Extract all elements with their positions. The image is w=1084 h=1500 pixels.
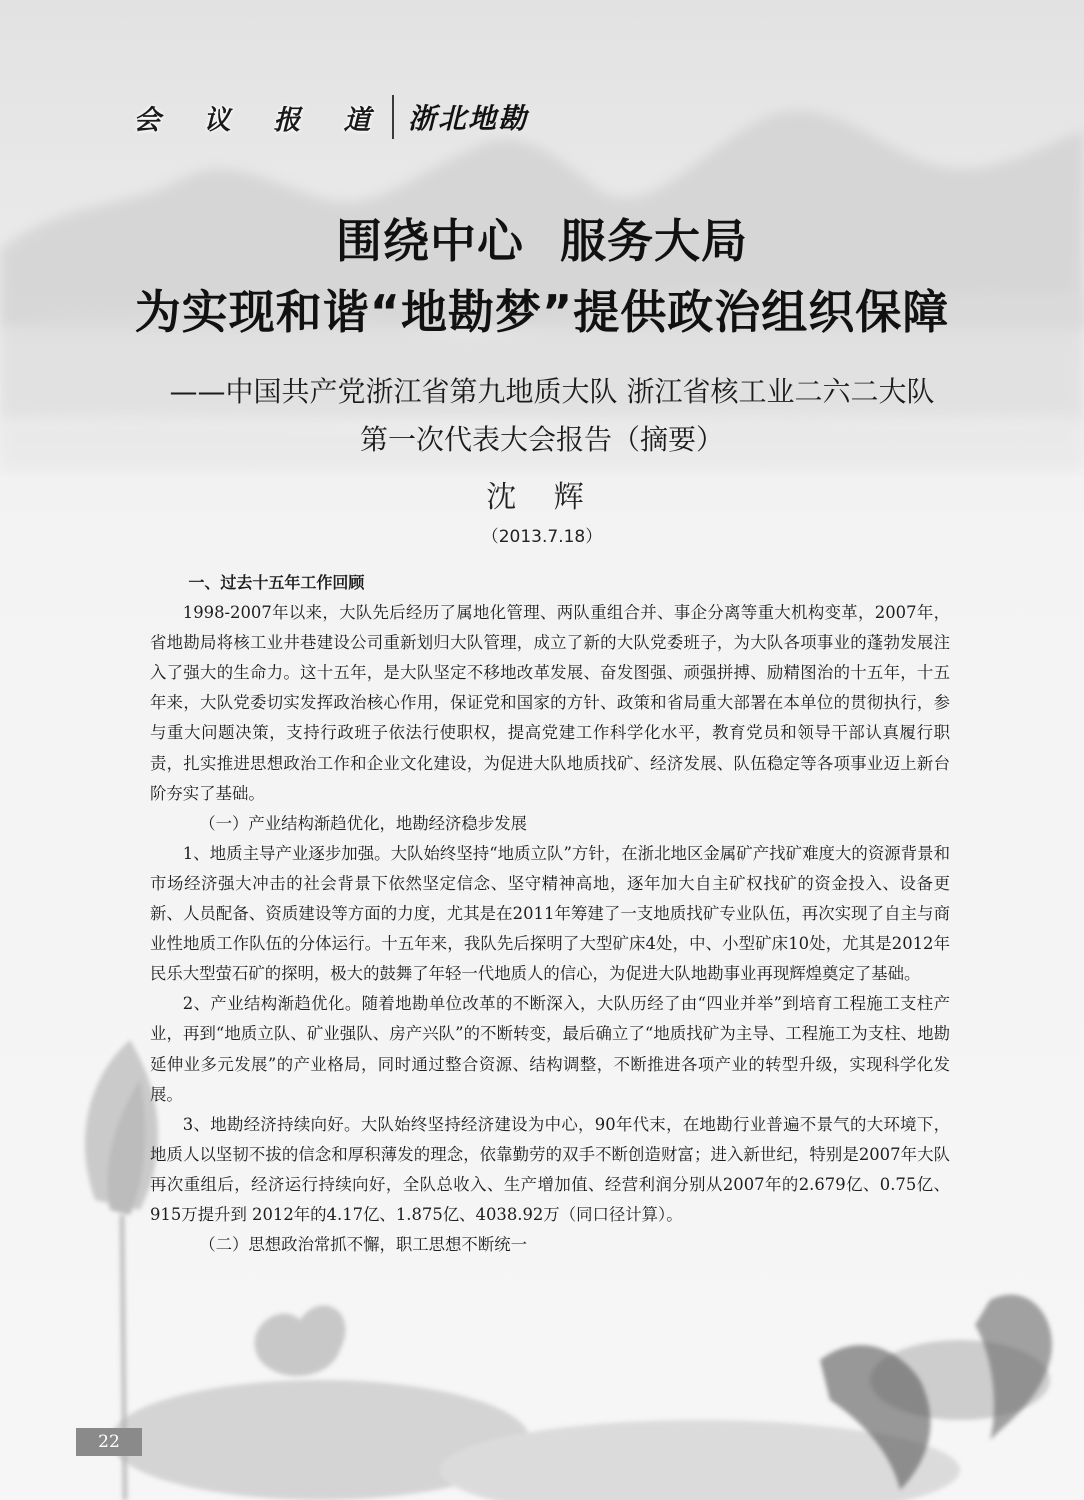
report-date: （2013.7.18） — [481, 527, 603, 547]
paragraph-3: 2、产业结构渐趋优化。随着地勘单位改革的不断深入，大队历经了由“四业并举”到培育工程施工支柱产业，再到“地质立队、矿业强队、房产兴队”的不断转变，最后确立了“地质找矿为主导、工程施工为支柱、地勘延伸业多元发展”的产业格局，同时通过整合资源、结构调整，不断推进各项产业的转型升级，实现科学化发展。 — [150, 994, 950, 1104]
section-char-1: 会 — [133, 104, 161, 136]
paragraph-2: 1、地质主导产业逐步加强。大队始终坚持“地质立队”方针，在浙北地区金属矿产找矿难度大的资源背景和市场经济强大冲击的社会背景下依然坚定信念、坚守精神高地，逐年加大自主矿权找矿的资金投入、设备更新、人员配备、资质建设等方面的力度，尤其是在2011年筹建了一支地质找矿专业队伍，再次实现了自主与商业性地质工作队伍的分体运行。十五年来，我队先后探明了大型矿床4处，中、小型矿床10处，尤其是2012年民乐大型萤石矿的探明，极大的鼓舞了年轻一代地质人的信心，为促进大队地勘事业再现辉煌奠定了基础。 — [150, 843, 950, 984]
article-title-line-2: 为实现和谐“地勘梦”提供政治组织保障 — [134, 285, 950, 339]
article-body — [150, 568, 950, 1260]
subtitle-line-1: ——中国共产党浙江省第九地质大队 浙江省核工业二六二大队 — [169, 375, 935, 408]
page-number: 22 — [76, 1428, 142, 1456]
section-heading-1: 一、过去十五年工作回顾 — [188, 573, 365, 592]
header-divider — [392, 95, 394, 139]
title-phrase-1: 围绕中心 — [336, 214, 524, 268]
paragraph-4: 3、地勘经济持续向好。大队始终坚持经济建设为中心，90年代末，在地勘行业普遍不景气的大环境下，地质人以坚韧不拔的信念和厚积薄发的理念，依靠勤劳的双手不断创造财富；进入新世纪，特别是2007年大队再次重组后，经济运行持续向好，全队总收入、生产增加值、经营利润分别从2007年的2.679亿、0.75亿、915万提升到 2012年的4.17亿、1.875亿、4038.92万（同口径计算）。 — [150, 1114, 950, 1224]
section-char-3: 报 — [273, 104, 301, 136]
publication-brand: 浙北地勘 — [408, 102, 529, 135]
subsection-heading-1: （一）产业结构渐趋优化，地勘经济稳步发展 — [199, 813, 527, 833]
paragraph-1: 1998-2007年以来，大队先后经历了属地化管理、两队重组合并、事企分离等重大机构变革，2007年，省地勘局将核工业井巷建设公司重新划归大队管理，成立了新的大队党委班子，为大队各项事业的蓬勃发展注入了强大的生命力。这十五年，是大队坚定不移地改革发展、奋发图强、顽强拼搏、励精图治的十五年，十五年来，大队党委切实发挥政治核心作用，保证党和国家的方针、政策和省局重大部署在本单位的贯彻执行，参与重大问题决策，支持行政班子依法行使职权，提高党建工作科学化水平，教育党员和领导干部认真履行职责，扎实推进思想政治工作和企业文化建设，为促进大队地质找矿、经济发展、队伍稳定等各项事业迈上新台阶夯实了基础。 — [150, 603, 950, 803]
section-header — [128, 92, 528, 142]
section-char-4: 道 — [343, 104, 371, 136]
section-char-2: 议 — [203, 104, 231, 136]
subtitle-line-2: 第一次代表大会报告（摘要） — [359, 423, 724, 456]
subsection-heading-2: （二）思想政治常抓不懈，职工思想不断统一 — [199, 1235, 527, 1255]
title-phrase-2: 服务大局 — [560, 214, 748, 268]
author-name: 沈 辉 — [486, 480, 598, 515]
article-title-line-1 — [0, 205, 1084, 271]
